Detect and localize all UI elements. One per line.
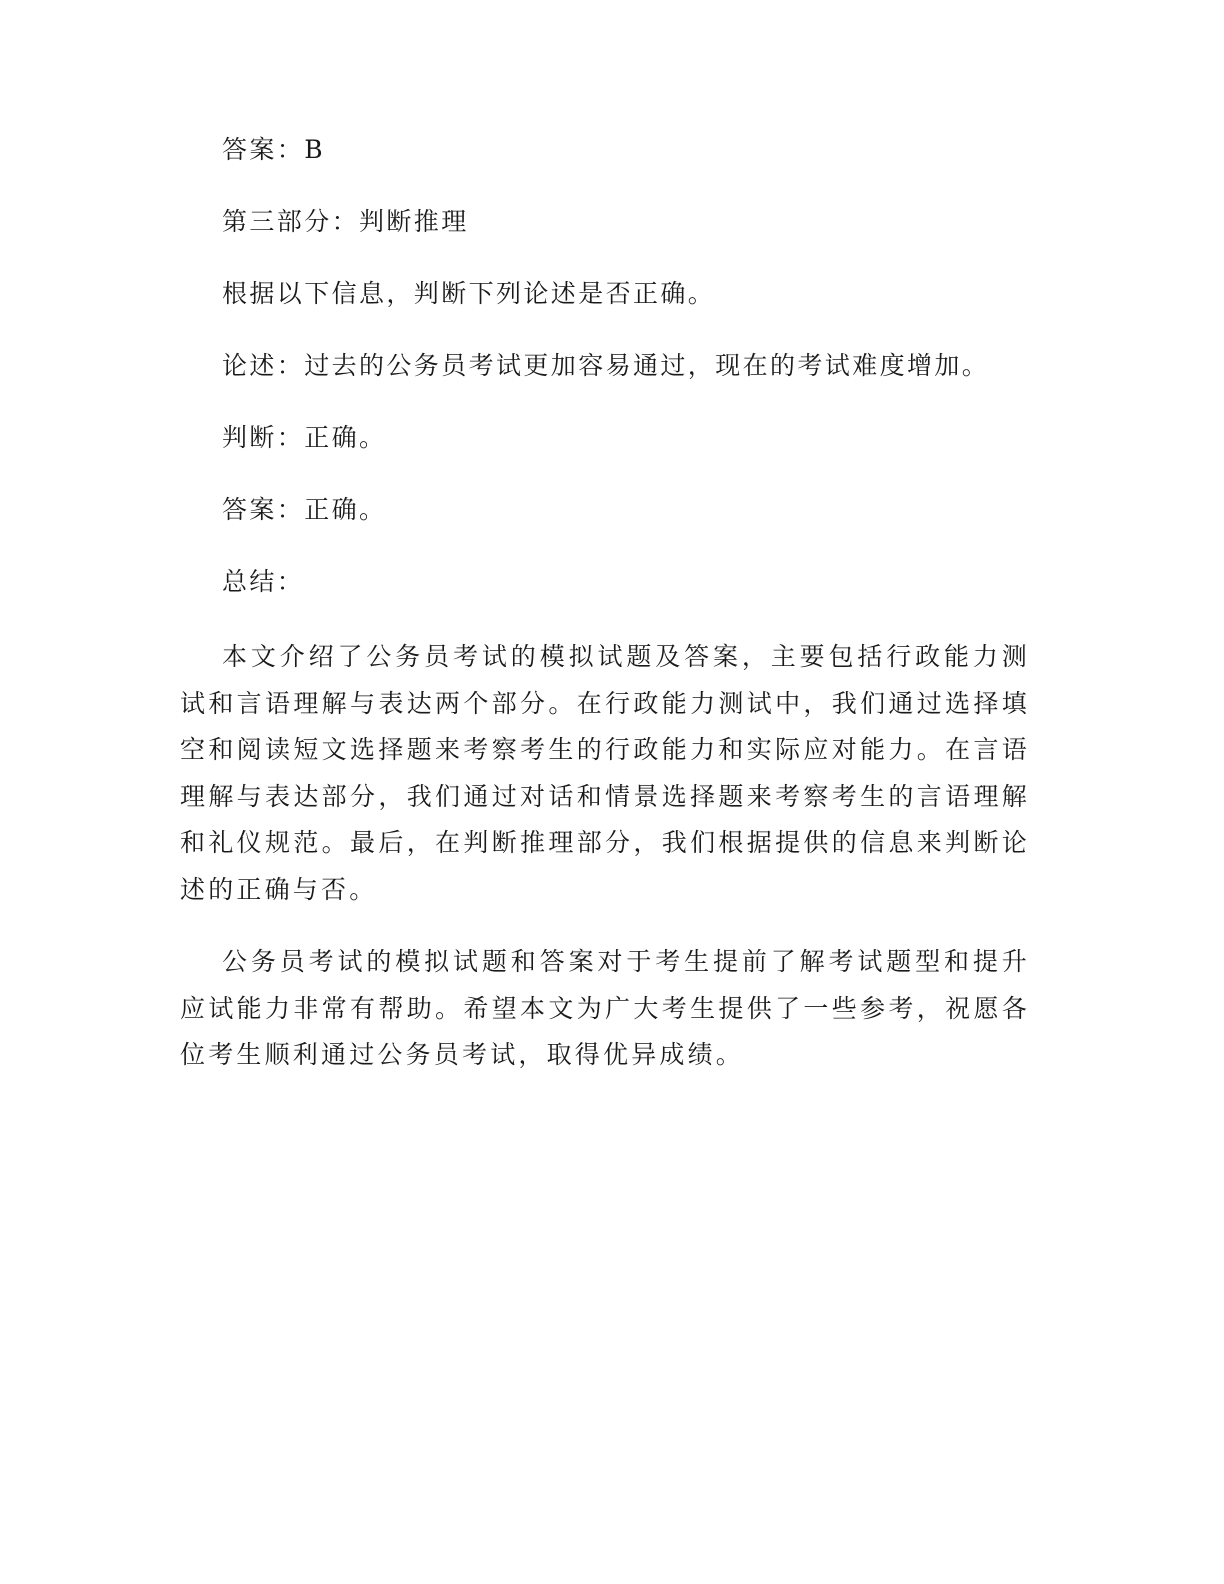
judgement-line: 判断：正确。 xyxy=(222,423,387,452)
answer-result-line: 答案：正确。 xyxy=(222,495,387,524)
summary-paragraph-1: 本文介绍了公务员考试的模拟试题及答案，主要包括行政能力测试和言语理解与表达两个部分。在行政能力测试中，我们通过选择填空和阅读短文选择题来考察考生的行政能力和实际应对能力。在言语理解与表达部分，我们通过对话和情景选择题来考察考生的言语理解和礼仪规范。最后，在判断推理部分，我们根据提供的信息来判断论述的正确与否。 xyxy=(180,642,1030,904)
statement-line: 论述：过去的公务员考试更加容易通过，现在的考试难度增加。 xyxy=(222,351,990,380)
answer-line: 答案：B xyxy=(222,135,325,164)
summary-paragraph-2: 公务员考试的模拟试题和答案对于考生提前了解考试题型和提升应试能力非常有帮助。希望本文为广大考生提供了一些参考，祝愿各位考生顺利通过公务员考试，取得优异成绩。 xyxy=(180,947,1030,1069)
summary-heading: 总结： xyxy=(222,567,305,596)
section-heading: 第三部分：判断推理 xyxy=(222,207,469,236)
instruction-line: 根据以下信息，判断下列论述是否正确。 xyxy=(222,279,716,308)
document-page xyxy=(180,130,1030,1105)
